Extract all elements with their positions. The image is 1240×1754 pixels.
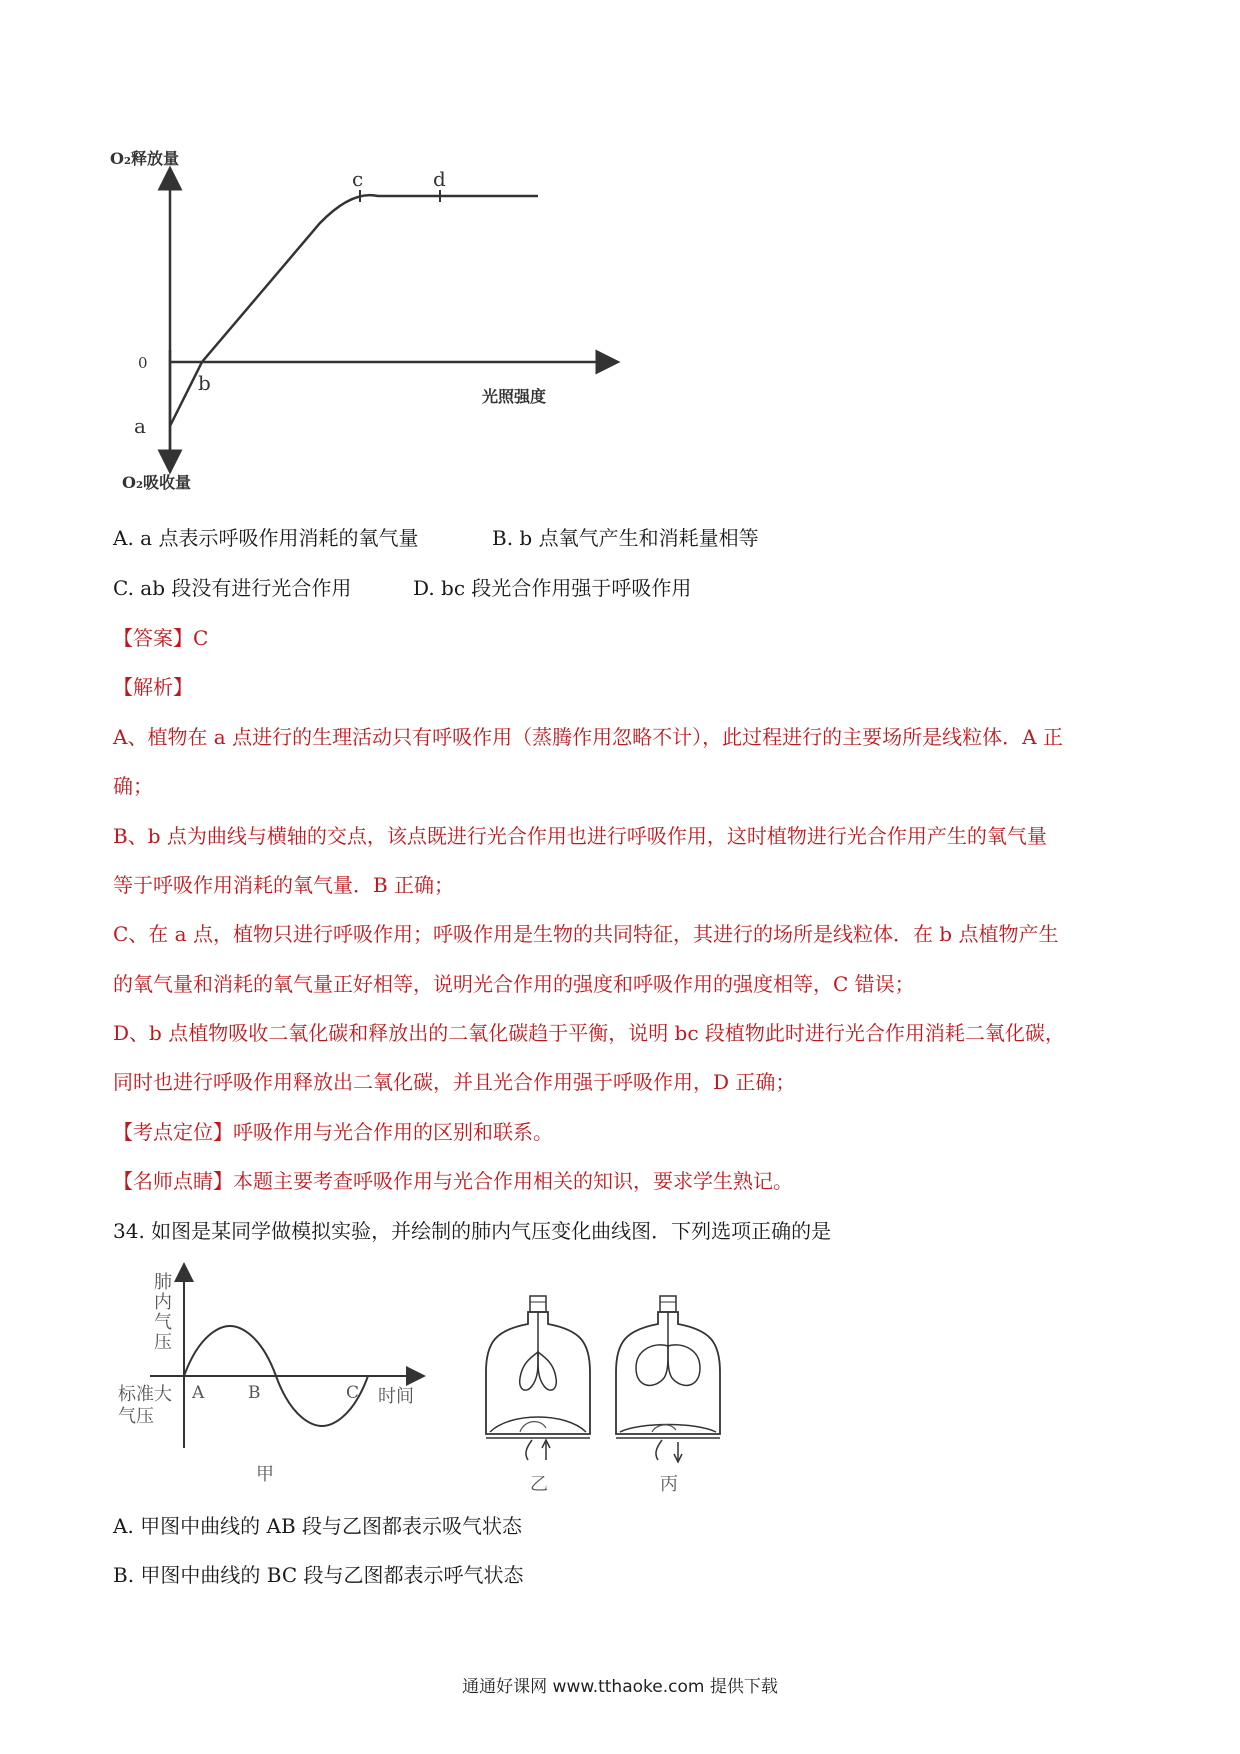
analysis-line: C、在 a 点，植物只进行呼吸作用；呼吸作用是生物的共同特征，其进行的场所是线粒体．在 b 点植物产生	[113, 922, 1059, 946]
bell-jar-models	[480, 1282, 730, 1502]
analysis-line: 同时也进行呼吸作用释放出二氧化碳，并且光合作用强于呼吸作用，D 正确；	[113, 1070, 796, 1094]
kaodian-text: 呼吸作用与光合作用的区别和联系。	[233, 1120, 553, 1144]
bell-jar-bing	[616, 1296, 720, 1462]
point-a-label: A	[192, 1383, 205, 1403]
answer-tag: 【答案】	[113, 626, 193, 650]
origin-label: 0	[138, 354, 148, 372]
point-d-label: d	[433, 167, 446, 191]
q33-option-c: C. ab 段没有进行光合作用	[113, 576, 352, 600]
kaodian-line	[113, 1118, 553, 1146]
mingshi-text: 本题主要考查呼吸作用与光合作用相关的知识，要求学生熟记。	[233, 1169, 793, 1193]
baseline-label: 气压	[118, 1406, 154, 1427]
analysis-line: B、b 点为曲线与横轴的交点，该点既进行光合作用也进行呼吸作用，这时植物进行光合作用产生的氧气量	[113, 824, 1047, 848]
x-axis-label: 光照强度	[482, 387, 547, 406]
y-label-char: 内	[154, 1292, 172, 1313]
caption-jia: 甲	[256, 1464, 274, 1485]
q33-option-a: A. a 点表示呼吸作用消耗的氧气量	[113, 526, 419, 550]
bell-jar-yi	[486, 1296, 590, 1460]
y-label-char: 气	[154, 1312, 172, 1333]
analysis-line: A、植物在 a 点进行的生理活动只有呼吸作用（蒸腾作用忽略不计），此过程进行的主要场所是线粒体．A 正	[113, 725, 1063, 749]
footer-text: 通通好课网 www.tthaoke.com 提供下载	[462, 1677, 778, 1697]
analysis-line: 等于呼吸作用消耗的氧气量．B 正确；	[113, 873, 455, 897]
y-label-char: 压	[154, 1332, 172, 1353]
point-c-label: c	[352, 167, 364, 191]
analysis-line: 确；	[113, 774, 153, 798]
q33-option-b: B. b 点氧气产生和消耗量相等	[492, 526, 759, 550]
time-label: 时间	[378, 1386, 414, 1407]
q33-option-d: D. bc 段光合作用强于呼吸作用	[413, 576, 692, 600]
mingshi-line	[113, 1167, 793, 1195]
point-b-label: b	[198, 371, 211, 395]
analysis-line: 的氧气量和消耗的氧气量正好相等，说明光合作用的强度和呼吸作用的强度相等，C 错误；	[113, 972, 915, 996]
lung-pressure-figure	[110, 1262, 430, 1502]
point-a-label: a	[134, 414, 146, 438]
caption-yi: 乙	[530, 1474, 548, 1495]
caption-bing: 丙	[660, 1474, 678, 1495]
answer-value: C	[193, 626, 209, 650]
mingshi-tag: 【名师点睛】	[113, 1169, 233, 1193]
kaodian-tag: 【考点定位】	[113, 1120, 233, 1144]
answer-line	[113, 624, 208, 652]
q34-option-b: B. 甲图中曲线的 BC 段与乙图都表示呼气状态	[113, 1563, 524, 1587]
analysis-line: D、b 点植物吸收二氧化碳和释放出的二氧化碳趋于平衡，说明 bc 段植物此时进行光合作用消耗二氧化碳，	[113, 1021, 1065, 1045]
q34-stem: 34. 如图是某同学做模拟实验，并绘制的肺内气压变化曲线图．下列选项正确的是	[113, 1219, 832, 1243]
y-bottom-label: O₂吸收量	[122, 473, 191, 492]
y-label-char: 肺	[154, 1272, 172, 1293]
point-b-label: B	[248, 1383, 261, 1403]
y-top-label: O₂释放量	[110, 149, 179, 168]
baseline-label: 标准大	[118, 1384, 172, 1405]
q34-option-a: A. 甲图中曲线的 AB 段与乙图都表示吸气状态	[113, 1514, 523, 1538]
o2-light-curve-figure	[110, 149, 640, 500]
point-c-label: C	[346, 1383, 360, 1403]
analysis-tag: 【解析】	[113, 675, 193, 699]
